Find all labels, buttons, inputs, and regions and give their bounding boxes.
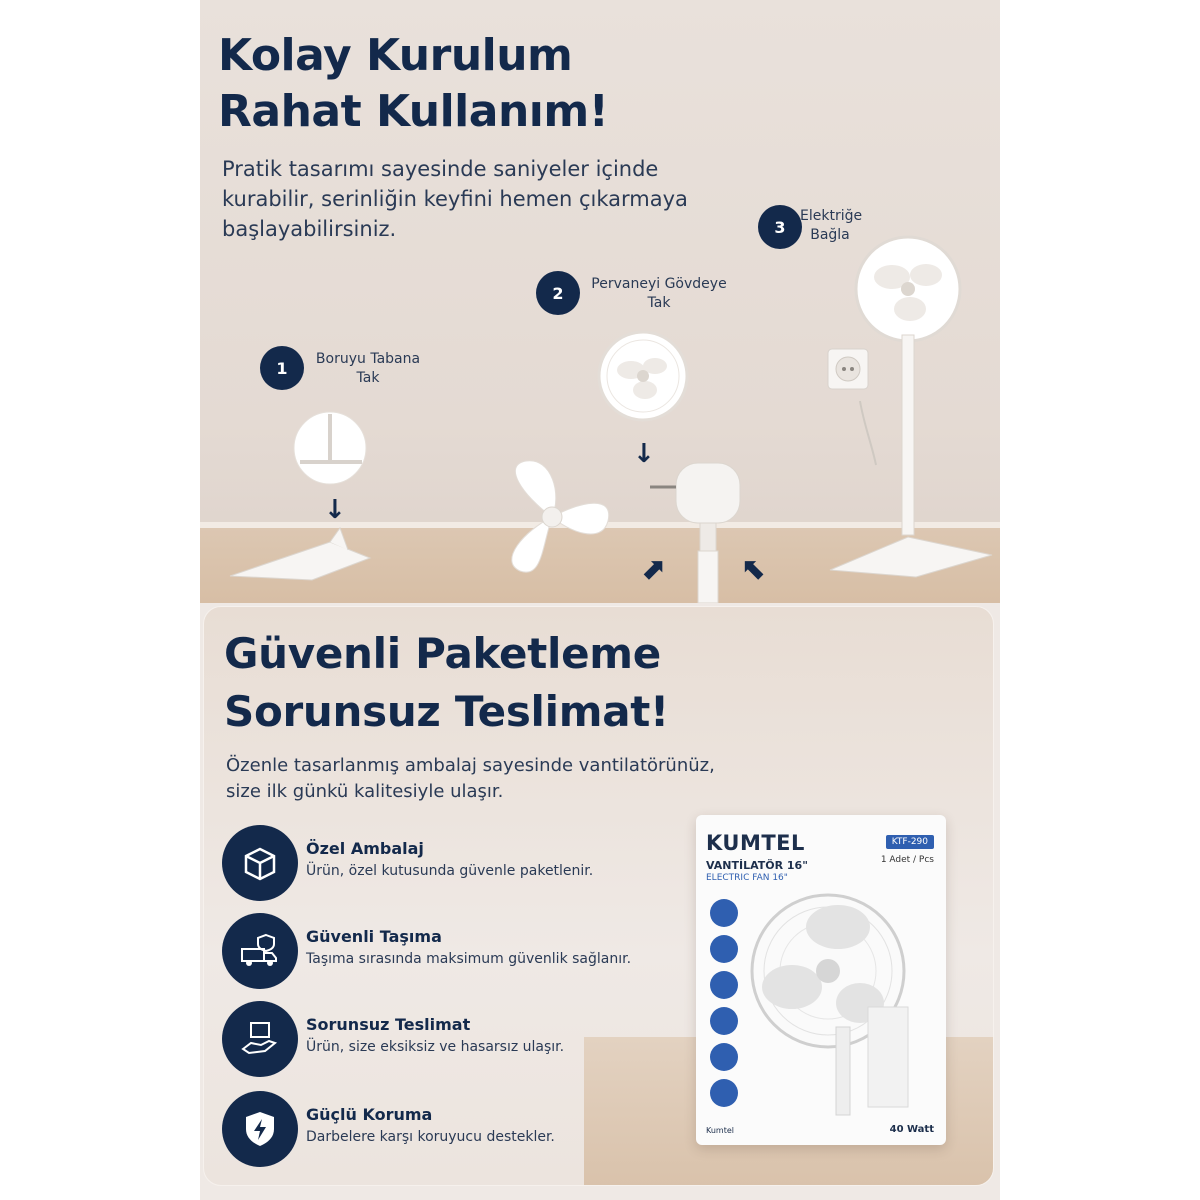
step-1-badge: 1 [260,346,304,390]
motor-illustration [640,455,780,603]
feature-sorunsuz-teslimat [222,1001,702,1077]
arrow-down-icon: ↓ [633,439,655,469]
step-3-label-line2: Bağla [810,227,850,243]
box-footer-brand: Kumtel [706,1126,734,1135]
setup-title-line2: Rahat Kullanım! [218,86,609,137]
setup-description: Pratik tasarımı sayesinde saniyeler içinde kurabilir, serinliğin keyfini hemen çıkarmaya başlayabilirsiniz. [222,157,688,241]
fan-cage-illustration [595,330,695,470]
setup-section [200,0,1000,603]
feature-desc: Taşıma sırasında maksimum güvenlik sağlanır. [306,951,632,967]
step-2-label-line1: Pervaneyi Gövdeye [591,276,727,292]
propeller-illustration [482,455,622,585]
packaging-description: Özenle tasarlanmış ambalaj sayesinde vantilatörünüz, size ilk günkü kalitesiyle ulaşır. [226,755,715,802]
feature-guclu-koruma [222,1091,702,1167]
step-2-badge: 2 [536,271,580,315]
feature-ozel-ambalaj [222,825,702,901]
setup-title [218,28,608,140]
packaging-section [203,606,994,1186]
box-brand: KUMTEL [706,831,805,855]
pipe-and-base-illustration [220,400,380,600]
step-2-label-line2: Tak [647,295,671,311]
feature-guvenli-tasima [222,913,702,989]
feature-badge [710,1043,738,1071]
product-info-page [200,0,1000,1200]
truck-shield-icon [222,913,298,989]
box-product-name-en: ELECTRIC FAN 16" [706,873,788,883]
feature-title: Özel Ambalaj [306,839,424,858]
hand-package-icon [222,1001,298,1077]
feature-badge [710,935,738,963]
feature-badge [710,1007,738,1035]
arrow-down-icon: ↓ [324,495,346,525]
step-3-badge: 3 [758,205,802,249]
box-icon [222,825,298,901]
assembled-fan-illustration [820,225,1000,585]
step-1-label-line1: Boruyu Tabana [315,351,421,367]
feature-title: Güçlü Koruma [306,1105,433,1124]
feature-title: Güvenli Taşıma [306,927,442,946]
feature-title: Sorunsuz Teslimat [306,1015,471,1034]
box-quantity: 1 Adet / Pcs [880,855,934,865]
feature-desc: Ürün, size eksiksiz ve hasarsız ulaşır. [306,1039,565,1055]
box-power: 40 Watt [889,1124,934,1135]
step-3-label-line1: Elektriğe [800,208,863,224]
feature-badge [710,971,738,999]
shield-bolt-icon [222,1091,298,1167]
feature-desc: Ürün, özel kutusunda güvenle paketlenir. [306,863,594,879]
arrow-up-left-icon: ⬉ [742,552,768,587]
feature-badge [710,1079,738,1107]
step-1-label [308,350,428,388]
feature-desc: Darbelere karşı koruyucu destekler. [306,1129,555,1145]
product-box [696,815,946,1145]
arrow-up-right-icon: ⬈ [640,552,666,587]
box-product-name: VANTİLATÖR 16" [706,859,808,872]
step-2-label [584,275,734,313]
setup-title-line1: Kolay Kurulum [218,30,573,81]
packaging-title [224,625,669,741]
packaging-title-line2: Sorunsuz Teslimat! [224,687,669,736]
feature-badge [710,899,738,927]
box-model-badge: KTF-290 [886,835,934,849]
step-1-label-line2: Tak [356,370,380,386]
box-fan-image [748,887,938,1117]
packaging-title-line1: Güvenli Paketleme [224,629,661,678]
